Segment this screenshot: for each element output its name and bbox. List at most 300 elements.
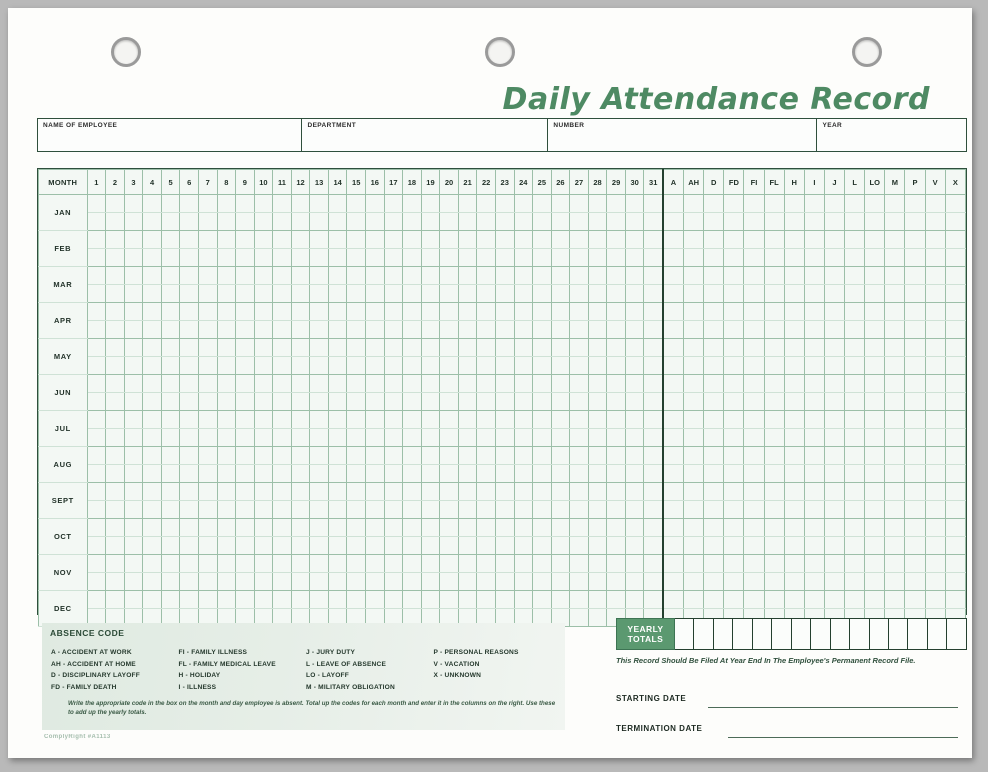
cell-may-code-FD[interactable]	[724, 357, 744, 375]
cell-jan-day-27[interactable]	[570, 195, 589, 213]
cell-oct-code-D[interactable]	[704, 519, 724, 537]
cell-jul-code-D[interactable]	[704, 429, 724, 447]
cell-apr-code-M[interactable]	[885, 303, 905, 321]
cell-jul-code-FD[interactable]	[724, 429, 744, 447]
cell-may-day-9[interactable]	[236, 357, 255, 375]
cell-jul-code-D[interactable]	[704, 411, 724, 429]
cell-jul-code-FD[interactable]	[724, 411, 744, 429]
cell-apr-code-AH[interactable]	[684, 321, 704, 339]
cell-jul-code-AH[interactable]	[684, 411, 704, 429]
cell-feb-day-20[interactable]	[440, 249, 459, 267]
cell-jul-day-6[interactable]	[180, 429, 199, 447]
cell-may-code-L[interactable]	[845, 357, 865, 375]
cell-jan-day-3[interactable]	[124, 195, 143, 213]
cell-apr-day-28[interactable]	[588, 321, 607, 339]
cell-nov-day-11[interactable]	[273, 573, 292, 591]
cell-apr-day-31[interactable]	[644, 303, 663, 321]
cell-jul-day-16[interactable]	[366, 429, 385, 447]
cell-may-day-29[interactable]	[607, 357, 626, 375]
cell-jun-day-3[interactable]	[124, 393, 143, 411]
cell-aug-day-2[interactable]	[106, 447, 125, 465]
cell-jan-day-18[interactable]	[403, 195, 422, 213]
cell-oct-day-31[interactable]	[644, 537, 663, 555]
cell-nov-code-P[interactable]	[905, 555, 925, 573]
cell-dec-day-25[interactable]	[533, 591, 552, 609]
cell-jun-day-26[interactable]	[551, 393, 570, 411]
cell-jul-day-28[interactable]	[588, 411, 607, 429]
cell-jan-code-X[interactable]	[945, 213, 965, 231]
cell-nov-code-I[interactable]	[804, 573, 824, 591]
cell-apr-day-24[interactable]	[514, 321, 533, 339]
cell-oct-day-22[interactable]	[477, 519, 496, 537]
cell-oct-day-23[interactable]	[495, 519, 514, 537]
cell-jul-day-18[interactable]	[403, 411, 422, 429]
cell-jan-day-7[interactable]	[198, 213, 217, 231]
cell-mar-day-17[interactable]	[384, 285, 403, 303]
cell-aug-day-6[interactable]	[180, 447, 199, 465]
cell-nov-day-27[interactable]	[570, 555, 589, 573]
cell-aug-code-J[interactable]	[824, 447, 844, 465]
field-termination-date[interactable]	[616, 724, 966, 740]
cell-oct-code-H[interactable]	[784, 537, 804, 555]
cell-feb-day-1[interactable]	[87, 231, 106, 249]
cell-jun-code-L[interactable]	[845, 375, 865, 393]
cell-aug-day-16[interactable]	[366, 465, 385, 483]
cell-aug-day-8[interactable]	[217, 447, 236, 465]
cell-aug-day-30[interactable]	[625, 447, 644, 465]
cell-apr-day-19[interactable]	[421, 321, 440, 339]
cell-apr-day-18[interactable]	[403, 303, 422, 321]
cell-mar-code-I[interactable]	[804, 285, 824, 303]
cell-mar-day-8[interactable]	[217, 285, 236, 303]
cell-feb-code-M[interactable]	[885, 231, 905, 249]
cell-jun-day-23[interactable]	[495, 393, 514, 411]
cell-aug-code-FD[interactable]	[724, 447, 744, 465]
cell-aug-day-18[interactable]	[403, 447, 422, 465]
cell-feb-day-11[interactable]	[273, 231, 292, 249]
cell-jul-code-A[interactable]	[663, 429, 684, 447]
cell-jun-day-17[interactable]	[384, 393, 403, 411]
cell-mar-code-P[interactable]	[905, 285, 925, 303]
cell-jun-code-M[interactable]	[885, 375, 905, 393]
cell-jul-code-L[interactable]	[845, 429, 865, 447]
cell-jul-day-8[interactable]	[217, 411, 236, 429]
cell-mar-day-8[interactable]	[217, 267, 236, 285]
cell-feb-day-10[interactable]	[254, 231, 273, 249]
cell-may-code-H[interactable]	[784, 339, 804, 357]
cell-sept-day-26[interactable]	[551, 483, 570, 501]
cell-apr-code-X[interactable]	[945, 321, 965, 339]
cell-feb-code-M[interactable]	[885, 249, 905, 267]
cell-jun-day-24[interactable]	[514, 375, 533, 393]
cell-aug-code-I[interactable]	[804, 465, 824, 483]
cell-oct-code-LO[interactable]	[865, 537, 885, 555]
cell-apr-day-25[interactable]	[533, 321, 552, 339]
cell-mar-code-FL[interactable]	[764, 267, 784, 285]
cell-jun-code-FD[interactable]	[724, 393, 744, 411]
cell-mar-day-1[interactable]	[87, 267, 106, 285]
cell-jul-code-LO[interactable]	[865, 429, 885, 447]
cell-oct-day-23[interactable]	[495, 537, 514, 555]
cell-jul-day-19[interactable]	[421, 411, 440, 429]
cell-feb-day-29[interactable]	[607, 249, 626, 267]
cell-oct-day-11[interactable]	[273, 537, 292, 555]
cell-aug-code-V[interactable]	[925, 465, 945, 483]
cell-oct-day-13[interactable]	[310, 519, 329, 537]
cell-apr-day-29[interactable]	[607, 303, 626, 321]
cell-jun-day-18[interactable]	[403, 375, 422, 393]
cell-mar-day-30[interactable]	[625, 267, 644, 285]
cell-oct-day-22[interactable]	[477, 537, 496, 555]
cell-jul-day-15[interactable]	[347, 411, 366, 429]
cell-aug-day-1[interactable]	[87, 447, 106, 465]
cell-nov-day-16[interactable]	[366, 573, 385, 591]
cell-feb-day-22[interactable]	[477, 231, 496, 249]
cell-nov-day-19[interactable]	[421, 573, 440, 591]
cell-may-day-13[interactable]	[310, 357, 329, 375]
cell-feb-code-J[interactable]	[824, 249, 844, 267]
cell-sept-code-A[interactable]	[663, 501, 684, 519]
cell-nov-day-23[interactable]	[495, 555, 514, 573]
cell-apr-day-10[interactable]	[254, 321, 273, 339]
cell-mar-day-22[interactable]	[477, 285, 496, 303]
cell-jan-day-30[interactable]	[625, 213, 644, 231]
cell-feb-day-8[interactable]	[217, 249, 236, 267]
cell-aug-day-9[interactable]	[236, 465, 255, 483]
cell-sept-day-2[interactable]	[106, 501, 125, 519]
cell-nov-code-A[interactable]	[663, 555, 684, 573]
cell-apr-day-7[interactable]	[198, 321, 217, 339]
cell-sept-code-J[interactable]	[824, 483, 844, 501]
cell-mar-code-X[interactable]	[945, 285, 965, 303]
cell-jun-day-2[interactable]	[106, 393, 125, 411]
cell-nov-code-I[interactable]	[804, 555, 824, 573]
cell-jul-day-25[interactable]	[533, 429, 552, 447]
cell-jan-day-21[interactable]	[458, 195, 477, 213]
cell-jan-code-H[interactable]	[784, 213, 804, 231]
cell-feb-code-FL[interactable]	[764, 249, 784, 267]
cell-dec-day-18[interactable]	[403, 591, 422, 609]
cell-sept-day-13[interactable]	[310, 483, 329, 501]
cell-jun-code-P[interactable]	[905, 393, 925, 411]
cell-oct-day-25[interactable]	[533, 537, 552, 555]
cell-jan-day-5[interactable]	[161, 195, 180, 213]
cell-jan-day-14[interactable]	[328, 213, 347, 231]
cell-may-day-26[interactable]	[551, 357, 570, 375]
cell-dec-day-31[interactable]	[644, 591, 663, 609]
cell-jul-day-31[interactable]	[644, 429, 663, 447]
cell-sept-day-1[interactable]	[87, 501, 106, 519]
cell-jun-day-27[interactable]	[570, 375, 589, 393]
cell-jan-day-2[interactable]	[106, 195, 125, 213]
cell-may-day-17[interactable]	[384, 339, 403, 357]
cell-mar-day-1[interactable]	[87, 285, 106, 303]
cell-apr-day-3[interactable]	[124, 321, 143, 339]
cell-apr-day-6[interactable]	[180, 303, 199, 321]
cell-nov-code-X[interactable]	[945, 555, 965, 573]
cell-jul-day-1[interactable]	[87, 411, 106, 429]
cell-nov-day-26[interactable]	[551, 555, 570, 573]
cell-jul-day-19[interactable]	[421, 429, 440, 447]
cell-jan-day-20[interactable]	[440, 195, 459, 213]
cell-nov-code-LO[interactable]	[865, 573, 885, 591]
cell-jun-day-15[interactable]	[347, 393, 366, 411]
cell-aug-day-15[interactable]	[347, 447, 366, 465]
cell-jan-code-I[interactable]	[804, 213, 824, 231]
cell-apr-day-12[interactable]	[291, 321, 310, 339]
cell-jun-day-4[interactable]	[143, 375, 162, 393]
cell-jun-day-5[interactable]	[161, 375, 180, 393]
cell-dec-day-21[interactable]	[458, 591, 477, 609]
cell-aug-day-13[interactable]	[310, 447, 329, 465]
cell-jun-day-30[interactable]	[625, 393, 644, 411]
cell-jul-day-9[interactable]	[236, 429, 255, 447]
cell-sept-day-16[interactable]	[366, 483, 385, 501]
cell-mar-day-24[interactable]	[514, 267, 533, 285]
cell-nov-day-28[interactable]	[588, 573, 607, 591]
cell-jan-day-15[interactable]	[347, 195, 366, 213]
cell-sept-day-5[interactable]	[161, 501, 180, 519]
cell-may-day-18[interactable]	[403, 339, 422, 357]
cell-sept-code-P[interactable]	[905, 483, 925, 501]
cell-jun-day-13[interactable]	[310, 393, 329, 411]
cell-jul-day-29[interactable]	[607, 429, 626, 447]
cell-jul-day-23[interactable]	[495, 411, 514, 429]
cell-oct-code-A[interactable]	[663, 537, 684, 555]
cell-nov-day-7[interactable]	[198, 573, 217, 591]
cell-sept-day-10[interactable]	[254, 501, 273, 519]
cell-jun-code-LO[interactable]	[865, 393, 885, 411]
cell-aug-code-P[interactable]	[905, 465, 925, 483]
cell-nov-day-13[interactable]	[310, 573, 329, 591]
cell-jun-code-A[interactable]	[663, 393, 684, 411]
cell-apr-day-18[interactable]	[403, 321, 422, 339]
cell-nov-day-25[interactable]	[533, 573, 552, 591]
cell-feb-day-30[interactable]	[625, 249, 644, 267]
cell-mar-day-27[interactable]	[570, 267, 589, 285]
cell-aug-day-29[interactable]	[607, 465, 626, 483]
cell-mar-code-FI[interactable]	[744, 285, 764, 303]
cell-mar-code-L[interactable]	[845, 267, 865, 285]
cell-nov-code-V[interactable]	[925, 555, 945, 573]
cell-dec-code-P[interactable]	[905, 591, 925, 609]
cell-jul-code-X[interactable]	[945, 429, 965, 447]
cell-aug-code-A[interactable]	[663, 465, 684, 483]
cell-jan-code-D[interactable]	[704, 213, 724, 231]
cell-mar-day-21[interactable]	[458, 267, 477, 285]
cell-dec-code-L[interactable]	[845, 591, 865, 609]
cell-feb-day-5[interactable]	[161, 231, 180, 249]
cell-may-day-14[interactable]	[328, 357, 347, 375]
cell-mar-code-AH[interactable]	[684, 267, 704, 285]
cell-jun-day-4[interactable]	[143, 393, 162, 411]
yearly-total-FI[interactable]	[752, 619, 771, 650]
cell-may-day-22[interactable]	[477, 357, 496, 375]
cell-oct-day-31[interactable]	[644, 519, 663, 537]
cell-feb-day-13[interactable]	[310, 249, 329, 267]
cell-jun-code-AH[interactable]	[684, 393, 704, 411]
yearly-total-X[interactable]	[947, 619, 967, 650]
cell-nov-day-26[interactable]	[551, 573, 570, 591]
cell-nov-day-14[interactable]	[328, 555, 347, 573]
cell-feb-code-D[interactable]	[704, 231, 724, 249]
cell-jun-day-18[interactable]	[403, 393, 422, 411]
cell-feb-code-FI[interactable]	[744, 249, 764, 267]
cell-jul-day-3[interactable]	[124, 429, 143, 447]
cell-apr-code-LO[interactable]	[865, 303, 885, 321]
cell-may-day-15[interactable]	[347, 339, 366, 357]
cell-aug-day-7[interactable]	[198, 447, 217, 465]
cell-aug-code-FL[interactable]	[764, 447, 784, 465]
cell-jan-day-29[interactable]	[607, 213, 626, 231]
cell-jan-day-2[interactable]	[106, 213, 125, 231]
cell-jul-code-P[interactable]	[905, 429, 925, 447]
field-year[interactable]	[817, 119, 965, 151]
cell-jan-code-V[interactable]	[925, 195, 945, 213]
cell-nov-day-11[interactable]	[273, 555, 292, 573]
cell-jun-day-17[interactable]	[384, 375, 403, 393]
cell-apr-code-J[interactable]	[824, 303, 844, 321]
cell-feb-day-23[interactable]	[495, 249, 514, 267]
cell-oct-code-V[interactable]	[925, 519, 945, 537]
cell-jul-code-V[interactable]	[925, 411, 945, 429]
cell-apr-day-3[interactable]	[124, 303, 143, 321]
field-name-of-employee[interactable]	[38, 119, 302, 151]
cell-mar-code-AH[interactable]	[684, 285, 704, 303]
cell-apr-day-9[interactable]	[236, 321, 255, 339]
cell-jan-code-FL[interactable]	[764, 213, 784, 231]
cell-may-day-13[interactable]	[310, 339, 329, 357]
cell-feb-code-I[interactable]	[804, 249, 824, 267]
cell-dec-day-12[interactable]	[291, 591, 310, 609]
cell-feb-day-15[interactable]	[347, 231, 366, 249]
cell-dec-code-D[interactable]	[704, 591, 724, 609]
cell-apr-day-8[interactable]	[217, 303, 236, 321]
cell-jun-day-26[interactable]	[551, 375, 570, 393]
cell-may-day-24[interactable]	[514, 357, 533, 375]
cell-dec-day-6[interactable]	[180, 591, 199, 609]
cell-feb-day-6[interactable]	[180, 249, 199, 267]
cell-jun-day-16[interactable]	[366, 393, 385, 411]
cell-may-day-12[interactable]	[291, 357, 310, 375]
cell-nov-day-20[interactable]	[440, 573, 459, 591]
cell-oct-day-7[interactable]	[198, 519, 217, 537]
cell-jul-day-5[interactable]	[161, 411, 180, 429]
cell-jan-day-10[interactable]	[254, 195, 273, 213]
cell-nov-day-1[interactable]	[87, 555, 106, 573]
cell-mar-day-13[interactable]	[310, 267, 329, 285]
cell-sept-day-5[interactable]	[161, 483, 180, 501]
cell-mar-day-12[interactable]	[291, 285, 310, 303]
cell-aug-code-LO[interactable]	[865, 447, 885, 465]
cell-nov-day-14[interactable]	[328, 573, 347, 591]
cell-sept-day-17[interactable]	[384, 501, 403, 519]
cell-jun-code-H[interactable]	[784, 375, 804, 393]
cell-aug-day-1[interactable]	[87, 465, 106, 483]
cell-feb-day-25[interactable]	[533, 231, 552, 249]
cell-dec-day-7[interactable]	[198, 591, 217, 609]
cell-feb-day-31[interactable]	[644, 249, 663, 267]
cell-oct-day-13[interactable]	[310, 537, 329, 555]
cell-nov-day-27[interactable]	[570, 573, 589, 591]
yearly-total-M[interactable]	[889, 619, 908, 650]
cell-sept-day-13[interactable]	[310, 501, 329, 519]
cell-mar-day-2[interactable]	[106, 285, 125, 303]
cell-nov-day-24[interactable]	[514, 573, 533, 591]
cell-jul-day-30[interactable]	[625, 429, 644, 447]
cell-nov-day-23[interactable]	[495, 573, 514, 591]
cell-feb-code-AH[interactable]	[684, 231, 704, 249]
cell-oct-day-6[interactable]	[180, 519, 199, 537]
cell-aug-day-29[interactable]	[607, 447, 626, 465]
cell-jul-day-17[interactable]	[384, 411, 403, 429]
cell-sept-day-15[interactable]	[347, 483, 366, 501]
cell-mar-code-A[interactable]	[663, 267, 684, 285]
yearly-total-D[interactable]	[713, 619, 732, 650]
cell-jul-day-22[interactable]	[477, 411, 496, 429]
cell-jan-day-31[interactable]	[644, 195, 663, 213]
field-department[interactable]	[302, 119, 548, 151]
cell-jan-day-12[interactable]	[291, 213, 310, 231]
cell-sept-code-LO[interactable]	[865, 501, 885, 519]
cell-apr-day-8[interactable]	[217, 321, 236, 339]
cell-feb-code-LO[interactable]	[865, 231, 885, 249]
cell-feb-day-27[interactable]	[570, 249, 589, 267]
cell-sept-code-A[interactable]	[663, 483, 684, 501]
cell-apr-day-23[interactable]	[495, 321, 514, 339]
cell-nov-day-21[interactable]	[458, 555, 477, 573]
cell-jul-day-24[interactable]	[514, 411, 533, 429]
cell-mar-day-9[interactable]	[236, 285, 255, 303]
cell-jun-day-7[interactable]	[198, 375, 217, 393]
cell-mar-code-V[interactable]	[925, 285, 945, 303]
cell-mar-day-5[interactable]	[161, 285, 180, 303]
cell-aug-day-27[interactable]	[570, 465, 589, 483]
cell-mar-day-23[interactable]	[495, 285, 514, 303]
cell-jun-code-V[interactable]	[925, 375, 945, 393]
cell-jan-day-22[interactable]	[477, 195, 496, 213]
cell-apr-code-I[interactable]	[804, 321, 824, 339]
cell-dec-day-14[interactable]	[328, 591, 347, 609]
cell-aug-day-14[interactable]	[328, 465, 347, 483]
cell-aug-code-M[interactable]	[885, 465, 905, 483]
cell-mar-day-25[interactable]	[533, 285, 552, 303]
cell-oct-day-26[interactable]	[551, 519, 570, 537]
cell-mar-code-P[interactable]	[905, 267, 925, 285]
cell-mar-day-29[interactable]	[607, 267, 626, 285]
yearly-total-FL[interactable]	[772, 619, 791, 650]
cell-apr-day-29[interactable]	[607, 321, 626, 339]
cell-apr-code-V[interactable]	[925, 303, 945, 321]
cell-apr-day-14[interactable]	[328, 303, 347, 321]
cell-mar-code-J[interactable]	[824, 285, 844, 303]
cell-sept-day-9[interactable]	[236, 501, 255, 519]
cell-jun-code-I[interactable]	[804, 375, 824, 393]
cell-sept-day-22[interactable]	[477, 501, 496, 519]
cell-aug-code-FI[interactable]	[744, 447, 764, 465]
cell-feb-code-P[interactable]	[905, 231, 925, 249]
cell-jan-day-29[interactable]	[607, 195, 626, 213]
cell-feb-day-12[interactable]	[291, 231, 310, 249]
cell-jan-day-23[interactable]	[495, 213, 514, 231]
cell-nov-day-18[interactable]	[403, 555, 422, 573]
cell-nov-day-3[interactable]	[124, 555, 143, 573]
cell-mar-day-11[interactable]	[273, 267, 292, 285]
cell-oct-code-M[interactable]	[885, 519, 905, 537]
cell-dec-day-19[interactable]	[421, 591, 440, 609]
cell-jun-day-10[interactable]	[254, 393, 273, 411]
cell-nov-day-10[interactable]	[254, 555, 273, 573]
